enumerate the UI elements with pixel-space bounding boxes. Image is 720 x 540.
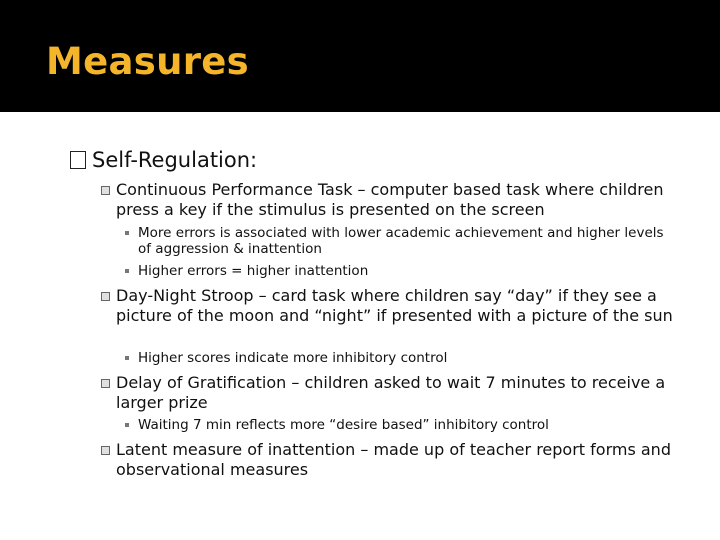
heading-bullet — [70, 148, 257, 172]
dot-bullet-icon — [125, 356, 129, 360]
box-bullet-icon — [70, 151, 86, 169]
sub-list-item — [125, 225, 670, 257]
sub-list-item-text: Higher scores indicate more inhibitory control — [138, 350, 448, 366]
list-item-text: Latent measure of inattention – made up of teacher report forms and observational measures — [116, 440, 671, 479]
square-bullet-icon — [101, 292, 110, 301]
list-item-text: Continuous Performance Task – computer based task where children press a key if the stimulus is presented on the screen — [116, 180, 664, 219]
square-bullet-icon — [101, 446, 110, 455]
sub-list-item-text: Waiting 7 min reflects more “desire based” inhibitory control — [138, 417, 549, 433]
sub-list-item — [125, 263, 670, 279]
sub-list-item — [125, 350, 670, 366]
sub-list-item — [125, 417, 670, 433]
dot-bullet-icon — [125, 423, 129, 427]
square-bullet-icon — [101, 379, 110, 388]
list-item — [101, 440, 691, 480]
dot-bullet-icon — [125, 269, 129, 273]
list-item — [101, 373, 691, 413]
list-item — [101, 286, 691, 326]
list-item-text: Delay of Gratification – children asked to wait 7 minutes to receive a larger prize — [116, 373, 666, 412]
list-item-text: Day-Night Stroop – card task where children say “day” if they see a picture of the moon and “night” if presented with a picture of the sun — [116, 286, 673, 325]
section-heading: Self-Regulation: — [92, 148, 258, 172]
sub-list-item-text: Higher errors = higher inattention — [138, 263, 369, 279]
dot-bullet-icon — [125, 231, 129, 235]
slide-title: Measures — [46, 40, 250, 83]
square-bullet-icon — [101, 186, 110, 195]
sub-list-item-text: More errors is associated with lower academic achievement and higher levels of aggression & inattention — [138, 225, 664, 257]
list-item — [101, 180, 691, 220]
